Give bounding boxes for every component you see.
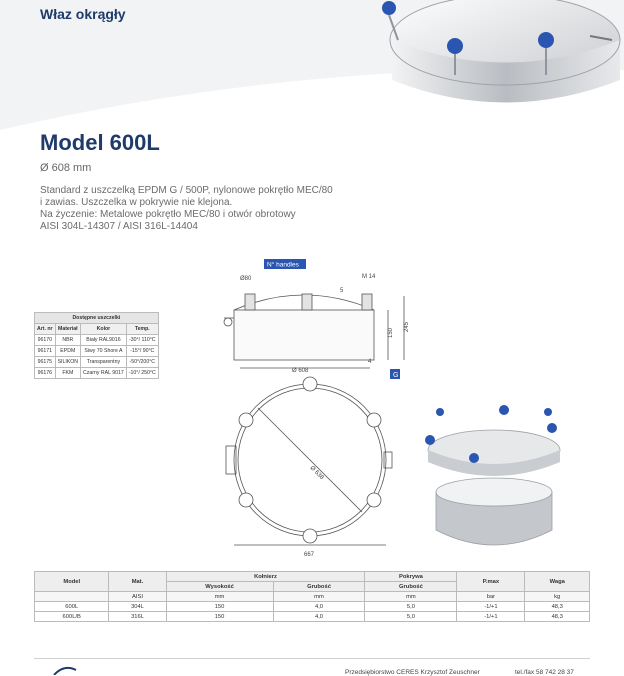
table-cell: 600L/B xyxy=(35,612,109,622)
unit-cell: kg xyxy=(525,592,590,602)
table-cell: -50°/200°C xyxy=(126,357,158,368)
description-line: AISI 304L-14307 / AISI 316L-14404 xyxy=(40,221,198,232)
page-header: Właz okrągły xyxy=(40,6,126,22)
table-row xyxy=(35,357,159,368)
table-row xyxy=(35,346,159,357)
table-cell: NBR xyxy=(55,335,80,346)
dim-5: 5 xyxy=(340,288,344,294)
table-cell: 96175 xyxy=(35,357,56,368)
spec-header-grubosc-k: Grubość xyxy=(273,582,365,592)
seals-table-caption: Dostępne uszczelki xyxy=(35,313,159,324)
handles-label: N° handles xyxy=(267,261,299,269)
table-cell: 5,0 xyxy=(365,612,457,622)
unit-cell: mm xyxy=(365,592,457,602)
exploded-view-photo xyxy=(425,405,560,545)
model-description xyxy=(40,185,333,233)
table-cell: Transparentny xyxy=(81,357,127,368)
dim-608: Ø 608 xyxy=(292,368,309,374)
description-line: Standard z uszczelką EPDM G / 500P, nylonowe pokrętło MEC/80 xyxy=(40,185,333,196)
dim-638: Ø 638 xyxy=(308,465,325,481)
table-cell: FKM xyxy=(55,368,80,379)
footer-company: Przedsiębiorstwo CERES Krzysztof Zeuschner xyxy=(345,669,480,676)
top-view xyxy=(226,384,392,545)
table-cell: SILIKON xyxy=(55,357,80,368)
unit-cell: mm xyxy=(273,592,365,602)
manhole-photo xyxy=(382,0,620,103)
dim-245: 245 xyxy=(404,321,410,332)
table-cell: -1/+1 xyxy=(457,612,525,622)
table-cell: 5,0 xyxy=(365,602,457,612)
table-cell: -10°/ 250°C xyxy=(126,368,158,379)
spec-group-pokrywa: Pokrywa xyxy=(365,572,457,582)
unit-cell: mm xyxy=(166,592,273,602)
unit-cell: AISI xyxy=(109,592,166,602)
model-title: Model 600L xyxy=(40,130,160,155)
footer-phone: tel./fax 58 742 28 37 xyxy=(515,669,574,676)
table-cell: Czarny RAL 9017 xyxy=(81,368,127,379)
description-line: i zawias. Uszczelka w pokrywie nie klejona. xyxy=(40,197,233,208)
spec-table xyxy=(34,571,590,622)
table-cell: 96171 xyxy=(35,346,56,357)
dim-150: 150 xyxy=(388,327,394,338)
seals-header: Materiał xyxy=(55,324,80,335)
table-cell: 316L xyxy=(109,612,166,622)
table-row xyxy=(35,612,590,622)
table-cell: Biały RAL9016 xyxy=(81,335,127,346)
table-cell: -1/+1 xyxy=(457,602,525,612)
spec-header-model: Model xyxy=(35,572,109,592)
spec-header-pmax: P.max xyxy=(457,572,525,592)
table-row xyxy=(35,592,590,602)
technical-drawing xyxy=(0,250,624,570)
company-logo-icon xyxy=(52,664,92,675)
description-line: Na życzenie: Metalowe pokrętło MEC/80 i otwór obrotowy xyxy=(40,209,296,220)
table-cell: 600L xyxy=(35,602,109,612)
table-row xyxy=(35,602,590,612)
table-cell: 4,0 xyxy=(273,612,365,622)
table-cell: 96176 xyxy=(35,368,56,379)
dim-80: Ø80 xyxy=(240,276,252,282)
side-view xyxy=(224,294,404,368)
g-label: G xyxy=(393,372,399,379)
spec-header-grubosc-p: Grubość xyxy=(365,582,457,592)
spec-header-waga: Waga xyxy=(525,572,590,592)
table-cell: 4,0 xyxy=(273,602,365,612)
table-cell: Siwy 70 Shore A xyxy=(81,346,127,357)
model-diameter: Ø 608 mm xyxy=(40,162,92,174)
unit-cell xyxy=(35,592,109,602)
table-row xyxy=(35,335,159,346)
spec-group-kolnierz: Kołnierz xyxy=(166,572,365,582)
table-cell: -15°/ 90°C xyxy=(126,346,158,357)
table-row xyxy=(35,368,159,379)
seals-header: Temp. xyxy=(126,324,158,335)
seals-header: Kolor xyxy=(81,324,127,335)
dim-667: 667 xyxy=(304,552,315,558)
seals-table xyxy=(34,312,159,379)
table-cell: EPDM xyxy=(55,346,80,357)
table-cell: 48,3 xyxy=(525,602,590,612)
table-cell: 150 xyxy=(166,602,273,612)
dim-m14: M 14 xyxy=(362,274,376,280)
dim-4: 4 xyxy=(368,359,372,365)
table-cell: 304L xyxy=(109,602,166,612)
table-cell: 48,3 xyxy=(525,612,590,622)
table-cell: -30°/ 110°C xyxy=(126,335,158,346)
table-cell: 150 xyxy=(166,612,273,622)
footer-divider xyxy=(34,658,590,659)
spec-header-mat: Mat. xyxy=(109,572,166,592)
table-cell: 96170 xyxy=(35,335,56,346)
seals-header: Art. nr xyxy=(35,324,56,335)
unit-cell: bar xyxy=(457,592,525,602)
spec-header-wysokosc: Wysokość xyxy=(166,582,273,592)
